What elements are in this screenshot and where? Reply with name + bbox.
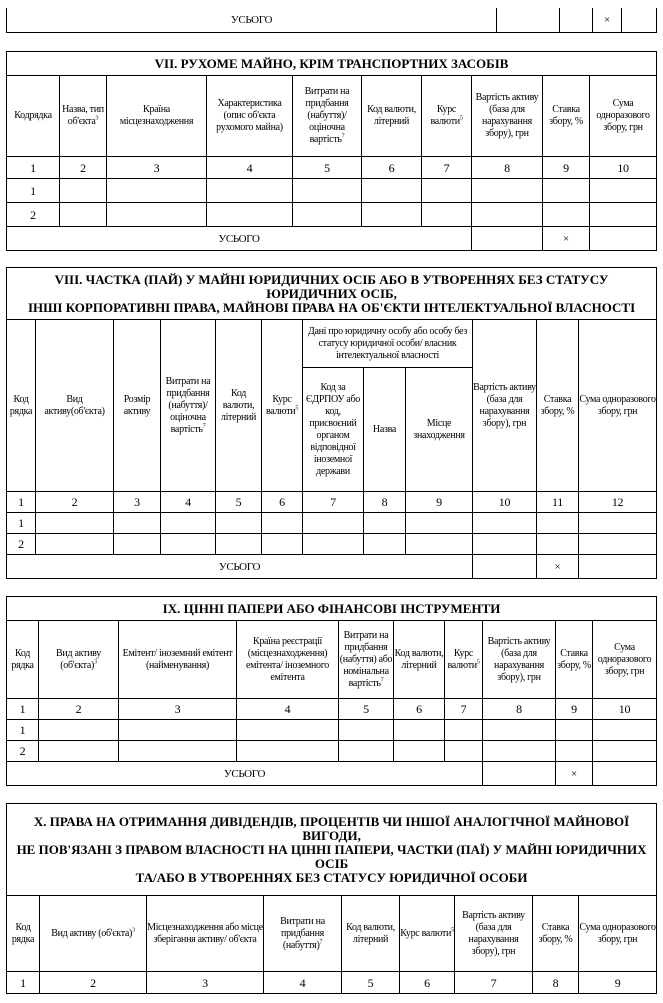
- row-code: 2: [7, 741, 39, 762]
- table-cell[interactable]: [362, 203, 422, 227]
- column-number: 4: [264, 972, 342, 994]
- header-fee-rate: Ставка збору, %: [533, 896, 579, 972]
- column-number: 10: [473, 492, 537, 513]
- total-value-cell[interactable]: [483, 762, 556, 786]
- header-rate: Курс валюти$^5$: [445, 621, 483, 699]
- header-currency-code: Код валюти, літерний: [394, 621, 445, 699]
- table-cell[interactable]: [422, 179, 472, 203]
- column-number: 8: [483, 699, 556, 720]
- table-cell[interactable]: [119, 741, 237, 762]
- table-cell[interactable]: [237, 720, 339, 741]
- column-number: 1: [7, 492, 36, 513]
- table-cell[interactable]: [207, 203, 293, 227]
- column-number: 3: [114, 492, 161, 513]
- header-cost: Витрати на придбання (набуття)/ оціночна вартість$^7$: [293, 76, 362, 157]
- table-row: [7, 741, 657, 762]
- column-number: 2: [60, 157, 107, 179]
- table-cell[interactable]: [107, 203, 207, 227]
- x-mark: ×: [537, 555, 579, 579]
- table-row: [7, 534, 657, 555]
- column-number: 5: [216, 492, 262, 513]
- column-number: 1: [7, 157, 60, 179]
- column-number: 10: [590, 157, 657, 179]
- header-cost: Витрати на придбання (набуття)$^7$: [264, 896, 342, 972]
- section-8: [6, 267, 656, 579]
- header-asset-kind: Вид активу(об'єкта): [36, 320, 114, 492]
- header-currency-code: Код валюти, літерний: [216, 320, 262, 492]
- table-cell[interactable]: [364, 534, 406, 555]
- header-row-code: Код рядка: [7, 896, 40, 972]
- cell: [560, 8, 593, 32]
- header-asset-value: Вартість активу (база для нарахування збору), грн: [455, 896, 533, 972]
- column-number: 3: [107, 157, 207, 179]
- section-10: [6, 803, 656, 994]
- table-cell[interactable]: [107, 179, 207, 203]
- column-number: 1: [7, 699, 39, 720]
- header-asset-value: Вартість активу (база для нарахування збору), грн: [473, 320, 537, 492]
- table-cell[interactable]: [537, 534, 579, 555]
- table-row: [7, 203, 657, 227]
- x-mark: ×: [593, 8, 622, 32]
- header-row-code: Кодрядка: [7, 76, 60, 157]
- amount-cell[interactable]: [622, 8, 657, 32]
- column-number: 10: [593, 699, 657, 720]
- total-label: УСЬОГО: [7, 762, 483, 786]
- column-number: 4: [207, 157, 293, 179]
- section-8-table: [6, 267, 657, 579]
- table-cell[interactable]: [293, 179, 362, 203]
- column-number: 9: [556, 699, 593, 720]
- header-asset-kind: Вид активу (об'єкта)$^3$: [39, 621, 119, 699]
- table-row: [7, 513, 657, 534]
- header-row-code: Код рядка: [7, 320, 36, 492]
- table-cell[interactable]: [483, 720, 556, 741]
- table-cell[interactable]: [579, 513, 657, 534]
- column-number: 11: [537, 492, 579, 513]
- column-number: 2: [39, 699, 119, 720]
- table-cell[interactable]: [590, 203, 657, 227]
- table-cell[interactable]: [60, 203, 107, 227]
- table-cell[interactable]: [339, 741, 394, 762]
- header-characteristic: Характеристика (опис об'єкта рухомого майна): [207, 76, 293, 157]
- table-cell[interactable]: [406, 513, 473, 534]
- table-cell[interactable]: [237, 741, 339, 762]
- column-number: 9: [579, 972, 657, 994]
- column-number: 9: [406, 492, 473, 513]
- header-entity-name: Назва: [364, 368, 406, 492]
- column-number: 6: [362, 157, 422, 179]
- table-cell[interactable]: [362, 179, 422, 203]
- table-cell[interactable]: [394, 720, 445, 741]
- table-cell[interactable]: [543, 179, 590, 203]
- row-code: 2: [7, 203, 60, 227]
- table-cell[interactable]: [445, 720, 483, 741]
- table-cell[interactable]: [114, 513, 161, 534]
- table-cell[interactable]: [216, 534, 262, 555]
- table-cell[interactable]: [394, 741, 445, 762]
- section-7-title: VII. РУХОМЕ МАЙНО, КРІМ ТРАНСПОРТНИХ ЗАСОБІВ: [7, 52, 657, 76]
- section-7-table: [6, 51, 657, 251]
- table-cell[interactable]: [593, 720, 657, 741]
- column-number: 8: [364, 492, 406, 513]
- table-cell[interactable]: [207, 179, 293, 203]
- table-cell[interactable]: [445, 741, 483, 762]
- header-asset-value: Вартість активу (база для нарахування збору), грн: [483, 621, 556, 699]
- table-cell[interactable]: [36, 513, 114, 534]
- column-number: 4: [237, 699, 339, 720]
- table-cell[interactable]: [556, 741, 593, 762]
- header-fee-sum: Сума одноразового збору, грн: [590, 76, 657, 157]
- header-cost: Витрати на придбання (набуття) або номінальна вартість$^7$: [339, 621, 394, 699]
- table-cell[interactable]: [579, 534, 657, 555]
- table-row: [7, 179, 657, 203]
- table-cell[interactable]: [472, 179, 543, 203]
- table-cell[interactable]: [119, 720, 237, 741]
- header-fee-sum: Сума одноразового збору, грн: [579, 896, 657, 972]
- column-number: 3: [119, 699, 237, 720]
- table-cell[interactable]: [537, 513, 579, 534]
- section-9-title: IX. ЦІННІ ПАПЕРИ АБО ФІНАНСОВІ ІНСТРУМЕНТИ: [7, 597, 657, 621]
- header-country: Країна місцезнаходження: [107, 76, 207, 157]
- value-cell[interactable]: [497, 8, 560, 32]
- header-currency-code: Код валюти, літерний: [342, 896, 400, 972]
- table-row: [7, 720, 657, 741]
- table-cell[interactable]: [161, 513, 216, 534]
- table-cell[interactable]: [262, 513, 303, 534]
- column-number: 2: [40, 972, 147, 994]
- total-amount-cell[interactable]: [593, 762, 657, 786]
- column-number: 8: [472, 157, 543, 179]
- table-cell[interactable]: [422, 203, 472, 227]
- total-value-cell[interactable]: [472, 227, 543, 251]
- total-amount-cell[interactable]: [579, 555, 657, 579]
- column-number: 6: [394, 699, 445, 720]
- top-total-table: [6, 8, 657, 33]
- table-cell[interactable]: [472, 203, 543, 227]
- header-asset-value: Вартість активу (база для нарахування збору), грн: [472, 76, 543, 157]
- column-number: 7: [422, 157, 472, 179]
- header-fee-rate: Ставка збору, %: [537, 320, 579, 492]
- table-cell[interactable]: [39, 720, 119, 741]
- section-8-title: [7, 268, 657, 320]
- table-cell[interactable]: [543, 203, 590, 227]
- section-9: [6, 596, 656, 786]
- column-number: 2: [36, 492, 114, 513]
- header-name-type: Назва, тип об'єкта$^3$: [60, 76, 107, 157]
- table-cell[interactable]: [590, 179, 657, 203]
- row-code: 2: [7, 534, 36, 555]
- column-number: 6: [262, 492, 303, 513]
- table-cell[interactable]: [216, 513, 262, 534]
- header-issuer: Емітент/ іноземний емітент (найменування): [119, 621, 237, 699]
- section-10-title-line: НЕ ПОВ'ЯЗАНІ З ПРАВОМ ВЛАСНОСТІ НА ЦІННІ ПАПЕРИ, ЧАСТКИ (ПАЇ) У МАЙНІ ЮРИДИЧНИХ ОСІБ: [16, 841, 647, 871]
- table-cell[interactable]: [364, 513, 406, 534]
- table-cell[interactable]: [293, 203, 362, 227]
- header-row-code: Код рядка: [7, 621, 39, 699]
- total-label: УСЬОГО: [7, 8, 497, 32]
- section-10-table: [6, 803, 657, 994]
- table-cell[interactable]: [303, 534, 364, 555]
- column-number: 4: [161, 492, 216, 513]
- header-rate: Курс валюти$^5$: [422, 76, 472, 157]
- table-cell[interactable]: [39, 741, 119, 762]
- section-10-title: [7, 804, 657, 896]
- header-entity-location: Місце знаходження: [406, 368, 473, 492]
- table-cell[interactable]: [60, 179, 107, 203]
- section-10-title-line: ТА/АБО В УТВОРЕННЯХ БЕЗ СТАТУСУ ЮРИДИЧНОЇ ОСОБИ: [135, 869, 528, 885]
- x-mark: ×: [543, 227, 590, 251]
- column-number: 7: [445, 699, 483, 720]
- header-entity-group: Дані про юридичну особу або особу без статусу юридичної особи/ власник інтелектуальної власності: [303, 320, 473, 368]
- total-label: УСЬОГО: [7, 227, 472, 251]
- total-amount-cell[interactable]: [590, 227, 657, 251]
- section-7: [6, 51, 656, 251]
- row-code: 1: [7, 513, 36, 534]
- header-fee-rate: Ставка збору, %: [543, 76, 590, 157]
- table-cell[interactable]: [303, 513, 364, 534]
- top-total-block: [6, 8, 656, 33]
- header-fee-rate: Ставка збору, %: [556, 621, 593, 699]
- row-code: 1: [7, 720, 39, 741]
- table-cell[interactable]: [593, 741, 657, 762]
- column-number: 5: [342, 972, 400, 994]
- header-currency-code: Код валюти, літерний: [362, 76, 422, 157]
- column-number: 8: [533, 972, 579, 994]
- table-cell[interactable]: [262, 534, 303, 555]
- table-cell[interactable]: [36, 534, 114, 555]
- total-value-cell[interactable]: [473, 555, 537, 579]
- table-cell[interactable]: [483, 741, 556, 762]
- table-cell[interactable]: [556, 720, 593, 741]
- header-rate: Курс валюти$^5$: [262, 320, 303, 492]
- column-number: 6: [400, 972, 455, 994]
- column-number: 9: [543, 157, 590, 179]
- column-number: 3: [147, 972, 264, 994]
- section-8-title-line: ІНШІ КОРПОРАТИВНІ ПРАВА, МАЙНОВІ ПРАВА НА ОБ'ЄКТИ ІНТЕЛЕКТУАЛЬНОЇ ВЛАСНОСТІ: [27, 299, 636, 315]
- table-cell[interactable]: [161, 534, 216, 555]
- header-location: Місцезнаходження або місце зберігання активу/ об'єкта: [147, 896, 264, 972]
- column-number: 12: [579, 492, 657, 513]
- header-edrpou-code: Код за ЄДРПОУ або код, присвоєний органом відповідної іноземної держави: [303, 368, 364, 492]
- table-cell[interactable]: [339, 720, 394, 741]
- section-10-title-line: X. ПРАВА НА ОТРИМАННЯ ДИВІДЕНДІВ, ПРОЦЕНТІВ ЧИ ІНШОЇ АНАЛОГІЧНОЇ МАЙНОВОЇ ВИГОДИ,: [33, 813, 630, 843]
- header-asset-kind: Вид активу (об'єкта)$^3$: [40, 896, 147, 972]
- header-fee-sum: Сума одноразового збору, грн: [579, 320, 657, 492]
- row-code: 1: [7, 179, 60, 203]
- header-registration-country: Країна реєстрації (місцезнаходження) емітента/ іноземного емітента: [237, 621, 339, 699]
- x-mark: ×: [556, 762, 593, 786]
- header-cost: Витрати на придбання (набуття)/ оціночна вартість$^7$: [161, 320, 216, 492]
- section-9-table: [6, 596, 657, 786]
- column-number: 1: [7, 972, 40, 994]
- header-asset-size: Розмір активу: [114, 320, 161, 492]
- table-cell[interactable]: [473, 534, 537, 555]
- total-label: УСЬОГО: [7, 555, 473, 579]
- table-cell[interactable]: [406, 534, 473, 555]
- column-number: 5: [339, 699, 394, 720]
- column-number: 7: [303, 492, 364, 513]
- table-cell[interactable]: [473, 513, 537, 534]
- header-fee-sum: Сума одноразового збору, грн: [593, 621, 657, 699]
- section-8-title-line: VIII. ЧАСТКА (ПАЙ) У МАЙНІ ЮРИДИЧНИХ ОСІБ АБО В УТВОРЕННЯХ БЕЗ СТАТУСУ ЮРИДИЧНИХ ОСІБ,: [54, 271, 609, 301]
- column-number: 7: [455, 972, 533, 994]
- table-cell[interactable]: [114, 534, 161, 555]
- column-number: 5: [293, 157, 362, 179]
- header-rate: Курс валюти$^5$: [400, 896, 455, 972]
